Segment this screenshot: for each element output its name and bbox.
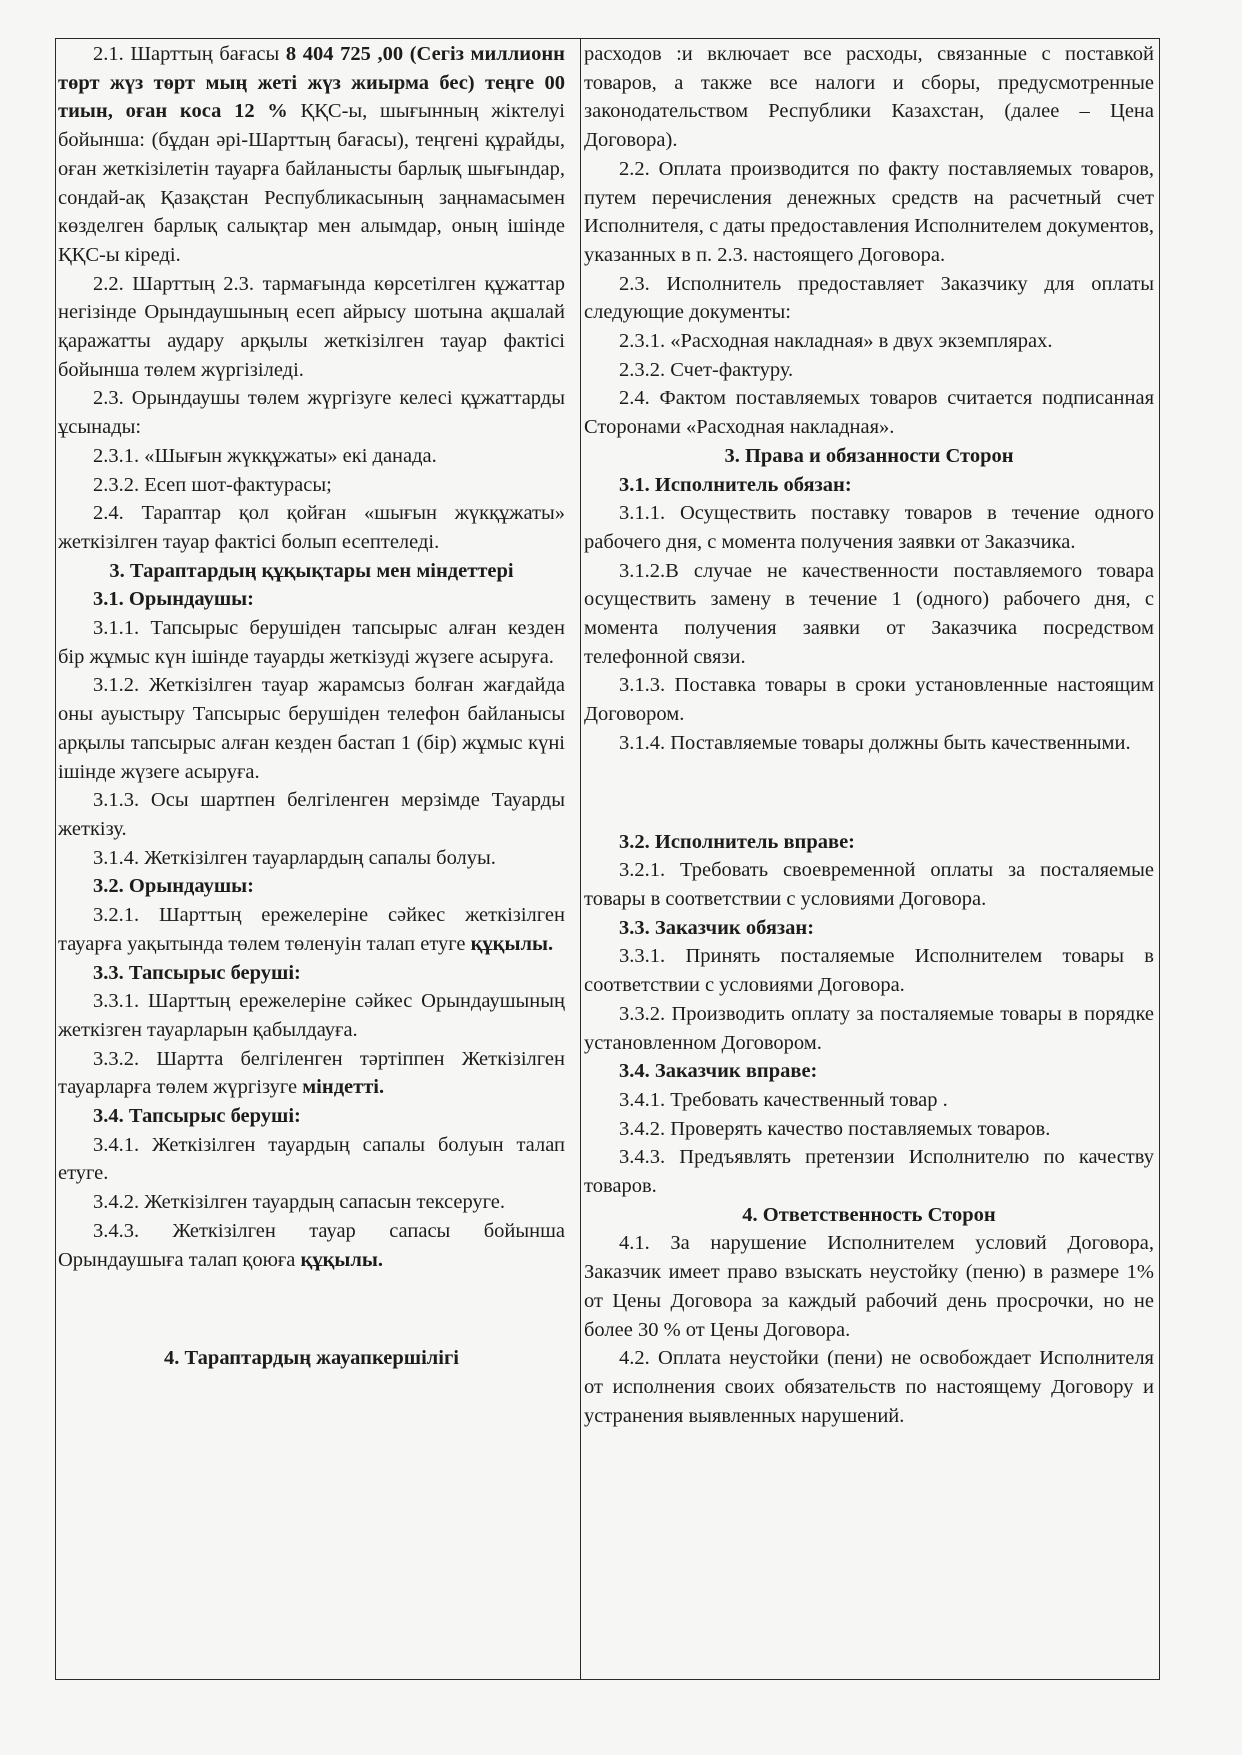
kk-text-run: 3.4. Тапсырыс беруші: xyxy=(93,1105,301,1128)
kk-paragraph xyxy=(58,1188,565,1217)
kk-paragraph xyxy=(58,614,565,671)
ru-paragraph xyxy=(584,1086,1154,1115)
ru-text-run: 4. Ответственность Сторон xyxy=(742,1203,996,1226)
kk-text-run: 2.3. Орындаушы төлем жүргізуге келесі құжаттарды ұсынады: xyxy=(58,387,565,439)
kk-paragraph xyxy=(58,1131,565,1188)
kk-text-run: 3.1.2. Жеткізілген тауар жарамсыз болған жағдайда оны ауыстыру Тапсырыс берушіден телефон байланысы арқылы тапсырыс алған кезден бастап 1 (бір) жұмыс күні ішінде жүзеге асыруға. xyxy=(58,674,565,783)
ru-text-run: 2.3.2. Счет-фактуру. xyxy=(619,358,794,381)
kk-paragraph xyxy=(58,499,565,556)
kk-text-run: міндетті. xyxy=(302,1076,385,1099)
kk-paragraph xyxy=(58,471,565,500)
ru-paragraph xyxy=(584,1057,1154,1086)
ru-text-run: 3.3.1. Принять посталяемые Исполнителем товары в соответствии с условиями Договора. xyxy=(584,945,1154,997)
ru-paragraph xyxy=(584,856,1154,913)
kk-paragraph xyxy=(58,987,565,1044)
ru-text-run: 3.3.2. Производить оплату за посталяемые товары в порядке установленном Договором. xyxy=(584,1002,1154,1054)
kk-paragraph xyxy=(58,270,565,385)
ru-paragraph xyxy=(584,1229,1154,1344)
kk-text-run: 3.4.1. Жеткізілген тауардың сапалы болуын талап етуге. xyxy=(58,1133,565,1185)
kk-text-run: 3.3. Тапсырыс беруші: xyxy=(93,961,301,984)
kk-text-run: 3.4.3. Жеткізілген тауар сапасы бойынша Орындаушыға талап қоюға xyxy=(58,1219,565,1271)
kk-text-run: 3. Тараптардың құқықтары мен міндеттері xyxy=(109,559,514,582)
kk-text-run: 3.2.1. Шарттың ережелеріне сәйкес жеткізілген тауарға уақытында төлем төленуін талап етуге xyxy=(58,904,565,955)
ru-text-run: 4.1. За нарушение Исполнителем условий Договора, Заказчик имеет право взыскать неустойку (пеню) в размере 1% от Цены Договора за каждый рабочий день просрочки, но не более 30 % от Цены Договора. xyxy=(584,1232,1154,1341)
ru-paragraph xyxy=(584,557,1154,672)
kk-text-run: құқылы. xyxy=(300,1248,384,1271)
ru-text-run: 3.1.1. Осуществить поставку товаров в течение одного рабочего дня, с момента получения заявки от Заказчика. xyxy=(584,502,1154,553)
kk-text-run: 2.1. Шарттың бағасы xyxy=(93,43,286,65)
kk-paragraph xyxy=(58,872,565,901)
ru-paragraph xyxy=(584,270,1154,327)
ru-paragraph xyxy=(584,499,1154,556)
kk-text-run: 3.1.3. Осы шартпен белгіленген мерзімде Тауарды жеткізу. xyxy=(58,789,565,840)
ru-paragraph xyxy=(584,1201,1154,1230)
ru-text-run: 3.1.4. Поставляемые товары должны быть качественными. xyxy=(619,731,1131,754)
ru-text-run: 3.1. Исполнитель обязан: xyxy=(619,473,852,496)
ru-paragraph xyxy=(584,40,1154,155)
kk-text-run: 2.3.2. Есеп шот-фактурасы; xyxy=(93,473,332,496)
kk-paragraph xyxy=(58,786,565,843)
kk-paragraph xyxy=(58,959,565,988)
ru-text-run: 3.2. Исполнитель вправе: xyxy=(619,830,856,853)
ru-paragraph xyxy=(584,1115,1154,1144)
ru-text-run: 2.2. Оплата производится по факту поставляемых товаров, путем перечисления денежных средств на расчетный счет Исполнителя, с даты предоставления Исполнителем документов, указанных в п. 2.3. настоящего Договора. xyxy=(584,157,1154,266)
ru-paragraph xyxy=(584,671,1154,728)
kk-paragraph xyxy=(58,442,565,471)
kk-paragraph xyxy=(58,1344,565,1373)
kk-paragraph xyxy=(58,901,565,958)
kk-text-run: 3.4.2. Жеткізілген тауардың сапасын тексеруге. xyxy=(93,1191,506,1214)
ru-text-run: 3.4.2. Проверять качество поставляемых товаров. xyxy=(619,1117,1051,1140)
ru-text-run: 3.1.2.В случае не качественности поставляемого товара осуществить замену в течение 1 (одного) рабочего дня, с момента получения заявки от Заказчика посредством телефонной связи. xyxy=(584,559,1154,668)
kk-paragraph xyxy=(58,1295,565,1324)
kk-paragraph xyxy=(58,671,565,786)
ru-paragraph xyxy=(584,1344,1154,1430)
ru-paragraph xyxy=(584,942,1154,999)
ru-text-run: 2.4. Фактом поставляемых товаров считается подписанная Сторонами «Расходная накладная». xyxy=(584,387,1154,439)
ru-text-run: 2.3. Исполнитель предоставляет Заказчику для оплаты следующие документы: xyxy=(584,272,1154,324)
kk-paragraph xyxy=(58,1217,565,1274)
kk-paragraph xyxy=(58,1102,565,1131)
ru-paragraph xyxy=(584,914,1154,943)
russian-text-column xyxy=(584,40,1154,1430)
ru-text-run: 3.4. Заказчик вправе: xyxy=(619,1060,818,1083)
ru-paragraph xyxy=(584,384,1154,441)
kk-text-run: 8 404 725 ,00 (Сегіз миллионн төрт жүз төрт мың жеті жүз жиырма бес) теңге 00 тиын, оған коса 12 % xyxy=(58,43,565,123)
ru-text-run: 3.4.3. Предъявлять претензии Исполнителю по качеству товаров. xyxy=(584,1146,1154,1198)
ru-paragraph xyxy=(584,1000,1154,1057)
ru-text-run: 3.2.1. Требовать своевременной оплаты за посталяемые товары в соответствии с условиями Договора. xyxy=(584,859,1154,910)
kazakh-text-column xyxy=(58,40,565,1373)
ru-paragraph xyxy=(584,442,1154,471)
ru-text-run: 4.2. Оплата неустойки (пени) не освобождает Исполнителя от исполнения своих обязательств по настоящему Договору и устранения выявленных нарушений. xyxy=(584,1347,1154,1427)
ru-text-run: расходов :и включает все расходы, связанные с поставкой товаров, а также все налоги и сборы, предусмотренные законодательством Республики Казахстан, (далее – Цена Договора). xyxy=(584,43,1154,152)
ru-paragraph xyxy=(584,327,1154,356)
kk-paragraph xyxy=(58,557,565,586)
ru-paragraph xyxy=(584,471,1154,500)
kk-text-run: 3.3.2. Шартта белгіленген тәртіппен Жеткізілген тауарларға төлем жүргізуге xyxy=(58,1047,565,1099)
ru-text-run: 3.1.3. Поставка товары в сроки установленные настоящим Договором. xyxy=(584,674,1154,726)
ru-text-run: 2.3.1. «Расходная накладная» в двух экземплярах. xyxy=(619,330,1053,353)
ru-paragraph xyxy=(584,155,1154,270)
kk-paragraph xyxy=(58,585,565,614)
ru-paragraph xyxy=(584,778,1154,807)
ru-text-run: 3. Права и обязанности Сторон xyxy=(724,444,1014,467)
kk-paragraph xyxy=(58,844,565,873)
ru-paragraph xyxy=(584,356,1154,385)
kk-text-run: 4. Тараптардың жауапкершілігі xyxy=(164,1347,459,1370)
kk-paragraph xyxy=(58,384,565,441)
kk-text-run: 2.3.1. «Шығын жүкқұжаты» екі данада. xyxy=(93,444,437,467)
kk-text-run: 3.1.1. Тапсырыс берушіден тапсырыс алған кезден бір жұмыс күн ішінде тауарды жеткізуді жүзеге асыруға. xyxy=(58,617,565,668)
kk-text-run: 3.3.1. Шарттың ережелеріне сәйкес Орындаушының жеткізген тауарларын қабылдауға. xyxy=(58,990,565,1041)
kk-text-run: 2.2. Шарттың 2.3. тармағында көрсетілген құжаттар негізінде Орындаушының есеп айрысу шотына ақшалай қаражатты аудару арқылы жеткізілген тауар фактісі бойынша төлем жүргізіледі. xyxy=(58,272,565,381)
column-divider xyxy=(580,38,581,1680)
ru-text-run: 3.3. Заказчик обязан: xyxy=(619,916,815,939)
kk-text-run: 3.1. Орындаушы: xyxy=(93,588,255,611)
ru-paragraph xyxy=(584,729,1154,758)
kk-text-run: 3.1.4. Жеткізілген тауарлардың сапалы болуы. xyxy=(93,846,496,869)
ru-paragraph xyxy=(584,828,1154,857)
kk-text-run: құқылы. xyxy=(470,932,554,955)
kk-text-run: 3.2. Орындаушы: xyxy=(93,875,255,898)
kk-paragraph xyxy=(58,1045,565,1102)
kk-text-run: 2.4. Тараптар қол қойған «шығын жүкқұжаты» жеткізілген тауар фактісі болып есептеледі. xyxy=(58,502,565,553)
ru-paragraph xyxy=(584,1143,1154,1200)
kk-paragraph xyxy=(58,40,565,270)
ru-text-run: 3.4.1. Требовать качественный товар . xyxy=(619,1088,948,1111)
kk-text-run: ҚҚС-ы, шығынның жіктелуі бойынша: (бұдан әрі-Шарттың бағасы), теңгені құрайды, оған жеткізілетін тауарға байланысты барлық шығындар, сондай-ақ Қазақстан Республикасының заңнамасымен көзделген барлық салықтар мен алымдар, оның ішінде ҚҚС-ы кіреді. xyxy=(58,100,565,266)
